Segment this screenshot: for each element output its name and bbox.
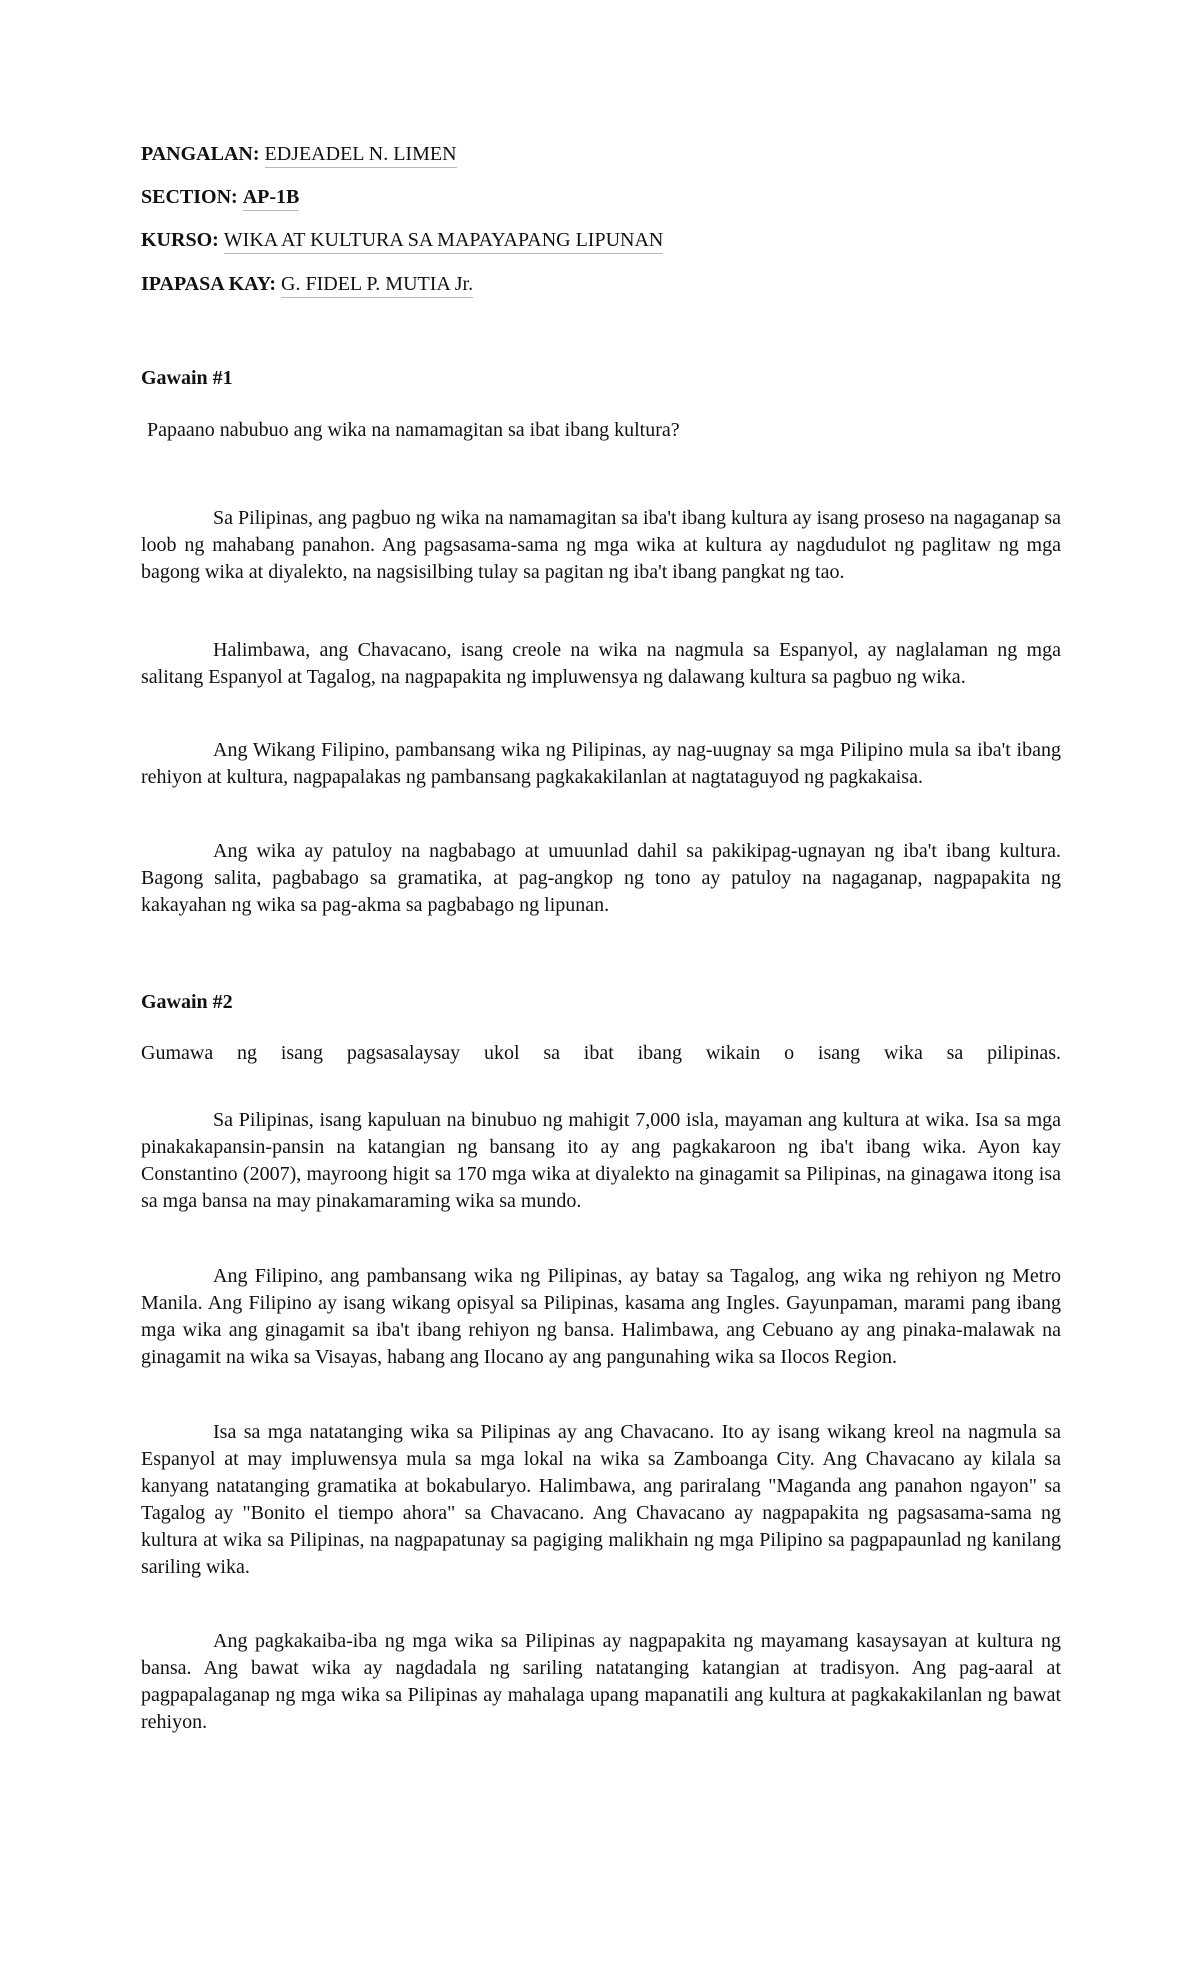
section-row xyxy=(141,185,299,211)
course-value: WIKA AT KULTURA SA MAPAYAPANG LIPUNAN xyxy=(224,228,664,254)
section-label: SECTION: xyxy=(141,186,238,208)
name-value: EDJEADEL N. LIMEN xyxy=(265,142,457,168)
submit-to-row xyxy=(141,272,473,298)
course-row xyxy=(141,228,663,254)
gawain1-question: Papaano nabubuo ang wika na namamagitan sa ibat ibang kultura? xyxy=(147,419,680,441)
gawain1-title: Gawain #1 xyxy=(141,367,233,389)
gawain1-paragraph-3: Ang Wikang Filipino, pambansang wika ng Pilipinas, ay nag-uugnay sa mga Pilipino mula sa iba't ibang rehiyon at kultura, nagpapalakas ng pambansang pagkakakilanlan at nagtataguyod ng pagkakaisa. xyxy=(141,739,1061,788)
name-label: PANGALAN: xyxy=(141,143,260,165)
name-row xyxy=(141,142,457,168)
gawain2-paragraph-3: Isa sa mga natatanging wika sa Pilipinas ay ang Chavacano. Ito ay isang wikang kreol na nagmula sa Espanyol at may impluwensya mula sa mga lokal na wika sa Zamboanga City. Ang Chavacano ay kilala sa kanyang natatanging gramatika at bokabularyo. Halimbawa, ang pariralang "Maganda ang panahon ngayon" sa Tagalog ay "Bonito el tiempo ahora" sa Chavacano. Ang Chavacano ay nagpapakita ng pagsasama-sama ng kultura at wika sa Pilipinas, na nagpapatunay sa pagiging malikhain ng mga Pilipino sa pagpapaunlad ng kanilang sariling wika. xyxy=(141,1421,1061,1578)
course-label: KURSO: xyxy=(141,229,219,251)
gawain2-paragraph-1: Sa Pilipinas, isang kapuluan na binubuo ng mahigit 7,000 isla, mayaman ang kultura at wika. Isa sa mga pinakakapansin-pansin na katangian ng bansang ito ay ang pagkakaroon ng iba't ibang wika. Ayon kay Constantino (2007), mayroong higit sa 170 mga wika at diyalekto na ginagamit sa Pilipinas, na ginagawa itong isa sa mga bansa na may pinakamaraming wika sa mundo. xyxy=(141,1109,1061,1212)
section-value: AP-1B xyxy=(243,185,300,211)
gawain1-paragraph-4: Ang wika ay patuloy na nagbabago at umuunlad dahil sa pakikipag-ugnayan ng iba't ibang kultura. Bagong salita, pagbabago sa gramatika, at pag-angkop ng tono ay patuloy na nagaganap, nagpapakita ng kakayahan ng wika sa pag-akma sa pagbabago ng lipunan. xyxy=(141,840,1061,916)
submit-to-value: G. FIDEL P. MUTIA Jr. xyxy=(281,272,473,298)
gawain2-question: Gumawa ng isang pagsasalaysay ukol sa ibat ibang wikain o isang wika sa pilipinas. xyxy=(141,1042,1061,1064)
gawain2-paragraph-2: Ang Filipino, ang pambansang wika ng Pilipinas, ay batay sa Tagalog, ang wika ng rehiyon ng Metro Manila. Ang Filipino ay isang wikang opisyal sa Pilipinas, kasama ang Ingles. Gayunpaman, marami pang ibang mga wika ang ginagamit sa iba't ibang rehiyon ng bansa. Halimbawa, ang Cebuano ay ang pinaka-malawak na ginagamit na wika sa Visayas, habang ang Ilocano ay ang pangunahing wika sa Ilocos Region. xyxy=(141,1265,1061,1368)
gawain2-paragraph-4: Ang pagkakaiba-iba ng mga wika sa Pilipinas ay nagpapakita ng mayamang kasaysayan at kultura ng bansa. Ang bawat wika ay nagdadala ng sariling natatanging katangian at tradisyon. Ang pag-aaral at pagpapalaganap ng mga wika sa Pilipinas ay mahalaga upang mapanatili ang kultura at pagkakakilanlan ng bawat rehiyon. xyxy=(141,1630,1061,1733)
gawain1-paragraph-1: Sa Pilipinas, ang pagbuo ng wika na namamagitan sa iba't ibang kultura ay isang proseso na nagaganap sa loob ng mahabang panahon. Ang pagsasama-sama ng mga wika at kultura ay nagdudulot ng paglitaw ng mga bagong wika at diyalekto, na nagsisilbing tulay sa pagitan ng iba't ibang pangkat ng tao. xyxy=(141,507,1061,583)
gawain2-title: Gawain #2 xyxy=(141,991,233,1013)
gawain1-paragraph-2: Halimbawa, ang Chavacano, isang creole na wika na nagmula sa Espanyol, ay naglalaman ng mga salitang Espanyol at Tagalog, na nagpapakita ng impluwensya ng dalawang kultura sa pagbuo ng wika. xyxy=(141,639,1061,688)
submit-to-label: IPAPASA KAY: xyxy=(141,273,277,295)
